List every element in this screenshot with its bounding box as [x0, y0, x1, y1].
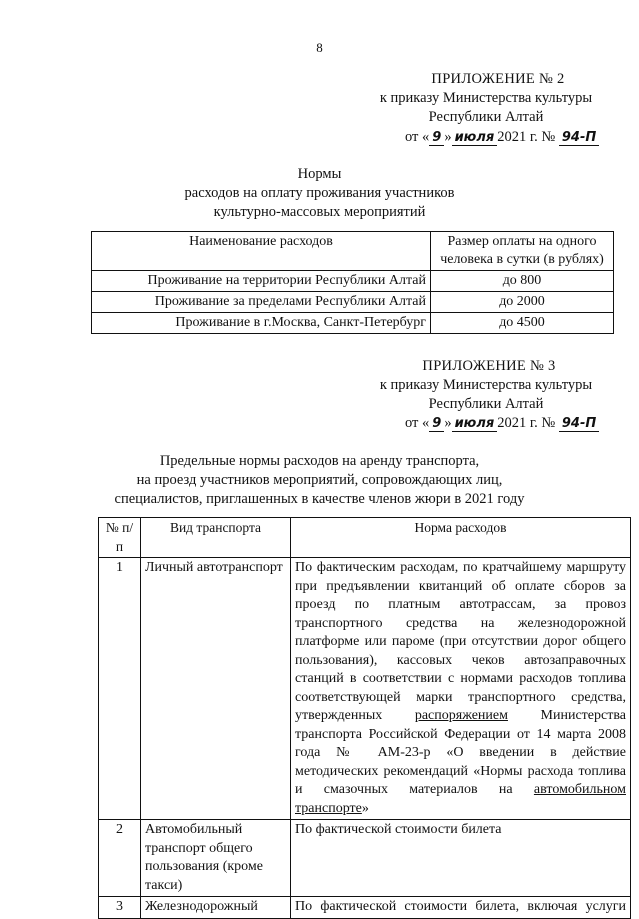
appendix-2-title: ПРИЛОЖЕНИЕ № 2 [431, 71, 565, 87]
norm-text: По фактическим расходам, по кратчайшему маршруту при предъявлении квитанций об оплате сборов за проезд по платным автотрассам, за провоз транспортного средства на железнодорожной платформе или пароме (при отсутствии дорог общего пользования), кассовых чеков автозаправочных станций в соответствии с нормами расходов топлива соответствующей марки транспортного средства, утвержденных распоряжением Министерства транспорта Российской Федерации от 14 марта 2008 года № АМ-23-р «О введении в действие методических рекомендаций «Нормы расхода топлива и смазочных материалов на автомобильном транспорте» [291, 558, 631, 820]
transport-norms-table [98, 517, 631, 919]
table-row: Проживание в г.Москва, Санкт-Петербург до 4500 [92, 313, 614, 334]
appendix-2-header [360, 70, 612, 127]
appendix-2-date: от « 9 » июля 2021 г. № 94-П [405, 128, 635, 147]
table-header: № п/п [99, 518, 141, 558]
appendix-3-title: ПРИЛОЖЕНИЕ № 3 [422, 358, 556, 374]
table-row: 2 Автомобильный транспорт общего пользования (кроме такси) По фактической стоимости билета [99, 820, 631, 897]
table-header: Вид транспорта [141, 518, 291, 558]
transport-norms-title: Предельные нормы расходов на аренду транспорта, на проезд участников мероприятий, сопровождающих лиц, специалистов, приглашенных в качестве членов жюри в 2021 году [114, 453, 525, 507]
table-header: Наименование расходов [92, 232, 431, 271]
handwritten-number: 94-П [559, 131, 599, 146]
appendix-2-line3: Республики Алтай [428, 109, 544, 125]
table-row: Проживание на территории Республики Алтай до 800 [92, 271, 614, 292]
appendix-3-line3: Республики Алтай [428, 396, 544, 412]
table-row: 3 Железнодорожный По фактической стоимости билета, включая услуги [99, 897, 631, 919]
handwritten-month: июля [452, 131, 498, 146]
handwritten-month: июля [452, 417, 498, 432]
table-row: 1 Личный автотранспорт По фактическим расходам, по кратчайшему маршруту при предъявлении квитанций об оплате сборов за проезд по платным автотрассам, за провоз транспортного средства на железнодорожной платформе или пароме (при отсутствии дорог общего пользования), кассовых чеков автозаправочных станций в соответствии с нормами расходов топлива соответствующей марки транспортного средства, утвержденных распоряжением Министерства транспорта Российской Федерации от 14 марта 2008 года № АМ-23-р «О введении в действие методических рекомендаций «Нормы расхода топлива и смазочных материалов на автомобильном транспорте» [99, 558, 631, 820]
appendix-3-header [360, 357, 612, 414]
table-header: Норма расходов [291, 518, 631, 558]
table-row: Проживание за пределами Республики Алтай до 2000 [92, 292, 614, 313]
appendix-2-line2: к приказу Министерства культуры [379, 90, 593, 106]
appendix-3-line2: к приказу Министерства культуры [379, 377, 593, 393]
handwritten-number: 94-П [559, 417, 599, 432]
accommodation-norms-table [91, 231, 614, 334]
table-header: Размер оплаты на одного человека в сутки (в рублях) [431, 232, 614, 271]
appendix-3-date: от « 9 » июля 2021 г. № 94-П [405, 414, 635, 433]
norms-title: Нормы расходов на оплату проживания участников культурно-массовых мероприятий [184, 166, 455, 220]
handwritten-day: 9 [429, 131, 444, 146]
page-number: 8 [316, 40, 323, 55]
handwritten-day: 9 [429, 417, 444, 432]
